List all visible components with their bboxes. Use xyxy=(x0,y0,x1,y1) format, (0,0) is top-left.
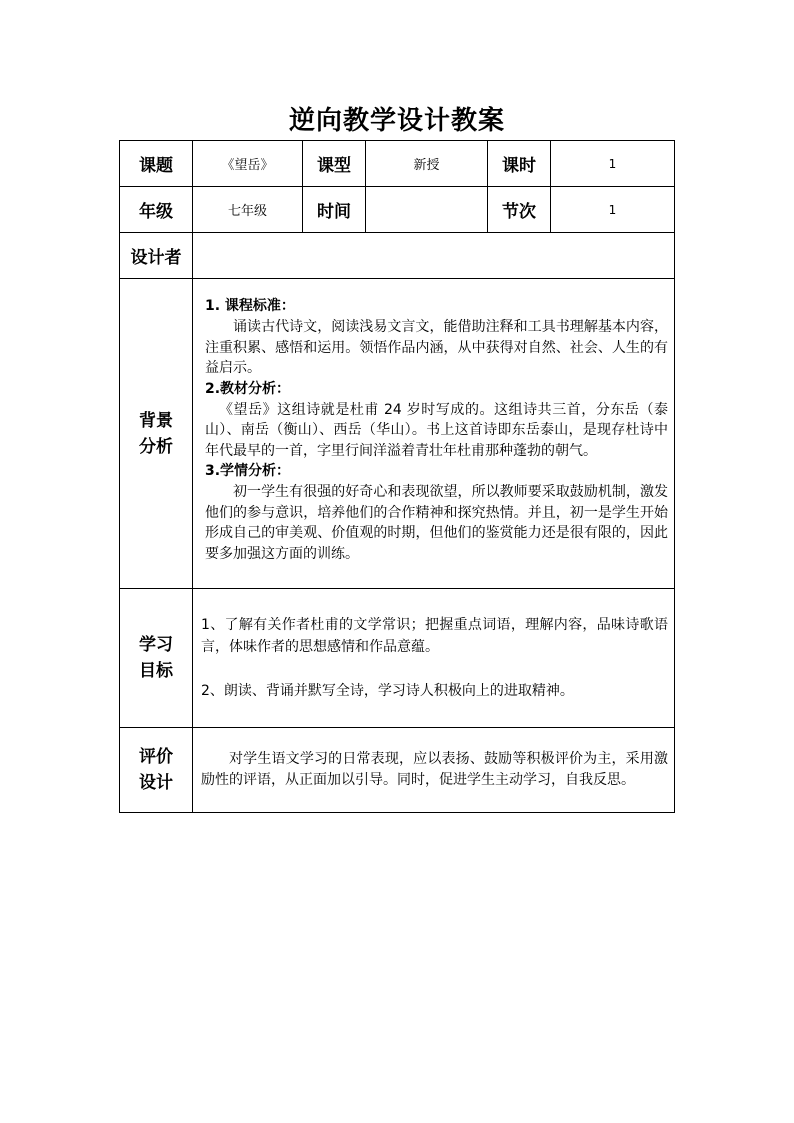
designer-value xyxy=(193,233,675,279)
background-label: 背景 分析 xyxy=(120,279,193,589)
table-row xyxy=(120,141,675,187)
student-analysis-heading: 3.学情分析： xyxy=(205,463,291,479)
goals-content xyxy=(193,589,675,728)
lesson-plan-table xyxy=(119,140,675,813)
lesson-label: 课题 xyxy=(120,141,193,187)
period-label: 节次 xyxy=(488,187,551,233)
designer-label: 设计者 xyxy=(120,233,193,279)
goal-item: 2、朗读、背诵并默写全诗，学习诗人积极向上的进取精神。 xyxy=(201,683,574,699)
evaluation-label: 评价 设计 xyxy=(120,728,193,813)
table-row xyxy=(120,279,675,589)
grade-value: 七年级 xyxy=(193,187,303,233)
textbook-analysis-text: 《望岳》这组诗就是杜甫 24 岁时写成的。这组诗共三首，分东岳（泰山）、南岳（衡山）、西岳（华山）。书上这首诗即东岳泰山，是现存杜诗中年代最早的一首，字里行间洋溢着青壮年杜甫那种蓬勃的朝气。 xyxy=(205,401,668,459)
curriculum-standard-heading: 1. 课程标准： xyxy=(205,298,295,314)
table-row xyxy=(120,187,675,233)
evaluation-content xyxy=(193,728,675,813)
time-label: 时间 xyxy=(303,187,366,233)
table-row xyxy=(120,233,675,279)
student-analysis-text: 初一学生有很强的好奇心和表现欲望，所以教师要采取鼓励机制，激发他们的参与意识，培养他们的合作精神和探究热情。并且，初一是学生开始形成自己的审美观、价值观的时期，但他们的鉴赏能力还是很有限的，因此要多加强这方面的训练。 xyxy=(205,484,668,562)
period-value: 1 xyxy=(551,187,675,233)
grade-label: 年级 xyxy=(120,187,193,233)
goal-item: 1、了解有关作者杜甫的文学常识；把握重点词语，理解内容，品味诗歌语言，体味作者的思想感情和作品意蕴。 xyxy=(201,617,668,655)
evaluation-text: 对学生语文学习的日常表现，应以表扬、鼓励等积极评价为主，采用激励性的评语，从正面加以引导。同时，促进学生主动学习，自我反思。 xyxy=(201,751,668,788)
background-content xyxy=(193,279,675,589)
lesson-value: 《望岳》 xyxy=(193,141,303,187)
goals-label: 学习 目标 xyxy=(120,589,193,728)
textbook-analysis-heading: 2.教材分析： xyxy=(205,380,291,397)
type-label: 课型 xyxy=(303,141,366,187)
table-row xyxy=(120,589,675,728)
hours-value: 1 xyxy=(551,141,675,187)
type-value: 新授 xyxy=(366,141,488,187)
hours-label: 课时 xyxy=(488,141,551,187)
table-row xyxy=(120,728,675,813)
time-value xyxy=(366,187,488,233)
curriculum-standard-text: 诵读古代诗文，阅读浅易文言文，能借助注释和工具书理解基本内容，注重积累、感悟和运用。领悟作品内涵，从中获得对自然、社会、人生的有益启示。 xyxy=(205,319,668,376)
document-title: 逆向教学设计教案 xyxy=(288,106,505,136)
